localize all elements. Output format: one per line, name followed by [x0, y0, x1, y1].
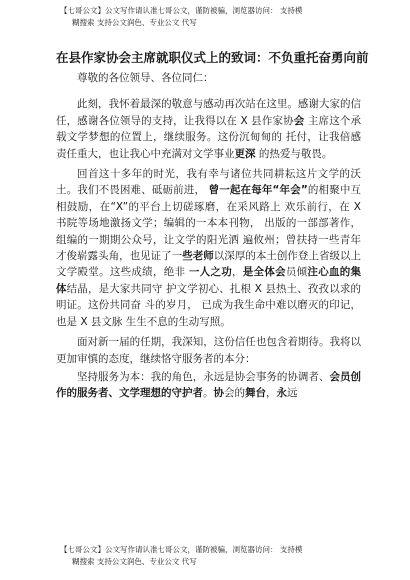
- page-footer: [60, 544, 380, 568]
- p4-text-c: 。: [203, 387, 214, 400]
- paragraph-1: [56, 96, 361, 162]
- salutation: 尊敬的各位领导、各位同仁：: [77, 72, 214, 84]
- p2-text-e: 以深厚的本土创作登上省级以上文学殿堂。这些成绩，绝非: [56, 250, 362, 279]
- p2-bold-h: 是全体会: [242, 266, 286, 279]
- p1-text-e: 的热爱与敬畏。: [255, 147, 333, 160]
- p4-text-g: ，: [266, 387, 277, 400]
- p4-text-i: 远: [287, 387, 298, 400]
- footer-line-2: 糊搜索 支持公文润色、专业公文 代写: [72, 557, 197, 566]
- document-body: [56, 70, 361, 406]
- p4-text-e: 会的: [224, 387, 245, 400]
- p2-text-a: 回首这十多年的时光，我有幸与诸位共同耕耘这片文学的沃土。我们不畏困难、砥砺前进，: [56, 168, 361, 197]
- p2-bold-b: 曾一起在每年“年会”: [208, 184, 308, 197]
- p1-text-a: 此刻，我怀着最深的敬意与感动再次站在这里。感谢大家的信任，感谢各位领导的支持，让我得以在 X 县作家协: [56, 98, 361, 127]
- header-line-1: 【七哥公文】公文写作请认准七哥公文，谨防被骗，浏览器访问： 支持模: [60, 6, 303, 15]
- paragraph-2: [56, 166, 361, 330]
- p1-text-c: 主席这个承载文学梦想的位置上，继续服务。这份沉甸甸的 托付，让我倍感责任重大，也让我心中充满对文学事业: [56, 114, 361, 160]
- p4-bold-d: 协: [213, 387, 224, 400]
- p2-text-g: ，: [232, 266, 243, 279]
- header-line-2: 糊搜索 支持公文润色、专业公文 代写: [72, 18, 197, 27]
- p2-text-c: 的相聚中互相鼓励，在“X”的平台上切磋琢磨，在采风路上 欢乐前行，在 X 书院等场地激扬文学；编辑的一本本刊物， 出版的一部部著作，组编的一期期公众号，让文学的阳光洒 遍攸州；曾扶持一些青年才俊崭露头角，也见证了一: [56, 184, 361, 263]
- p1-bold-b: 会: [293, 114, 305, 127]
- p4-bold-f: 舞台: [245, 387, 266, 400]
- page-header: [60, 5, 380, 29]
- p2-bold-f: 一人之功: [188, 266, 232, 279]
- p4-bold-h: 永: [276, 387, 287, 400]
- p1-bold-d: 更深: [234, 147, 256, 160]
- p2-text-k: 结晶: [66, 282, 88, 295]
- paragraph-3: 面对新一届的任期，我深知，这份信任也包含着期待。我将以更加审慎的态度，继续恪守服务者的本分：: [56, 336, 361, 365]
- document-title: 在县作家协会主席就职仪式上的致词：不负重托奋勇向前: [56, 50, 369, 65]
- p2-text-l: ，是大家共同守 护文学初心、扎根 X 县热土、孜孜以求的明证。这份共同奋 斗的岁月， 已成为我生命中难以磨灭的印记，也是 X 县文脉 生生不息的生动写照。: [56, 282, 361, 328]
- footer-line-1: 【七哥公文】公文写作请认准七哥公文，谨防被骗，浏览器访问： 支持模: [60, 545, 303, 554]
- p2-text-i: 员倾: [285, 266, 308, 279]
- p2-bold-j: 注心血的集体: [56, 266, 362, 295]
- paragraph-4: [56, 369, 361, 402]
- p4-bold-b: 会员创作的服务者、文学理想的守护者: [56, 370, 362, 400]
- p4-text-a: 坚持服务为本：我的角色，永远是协会事务的协调者、: [77, 370, 330, 383]
- p2-bold-d: 些老师: [182, 250, 214, 263]
